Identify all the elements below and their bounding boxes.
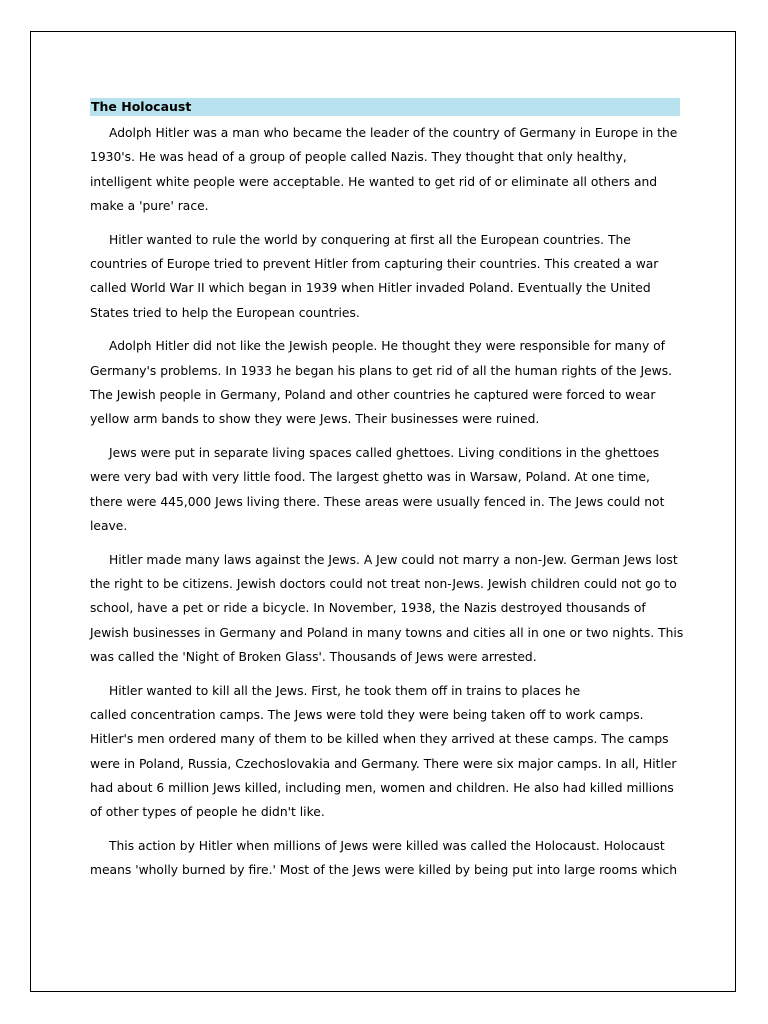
paragraph-line: The Jewish people in Germany, Poland and other countries he captured were forced to wear: [90, 387, 656, 402]
paragraph-line: Hitler's men ordered many of them to be killed when they arrived at these camps. The camps: [90, 732, 669, 747]
paragraph-line: had about 6 million Jews killed, including men, women and children. He also had killed millions: [90, 780, 674, 795]
document-page: [30, 31, 736, 992]
paragraph-line: Adolph Hitler was a man who became the leader of the country of Germany in Europe in the: [109, 126, 678, 140]
paragraph: [90, 121, 680, 218]
paragraph-line: school, have a pet or ride a bicycle. In November, 1938, the Nazis destroyed thousands of: [90, 601, 646, 616]
paragraph-line: Germany's problems. In 1933 he began his plans to get rid of all the human rights of the Jews.: [90, 363, 673, 378]
paragraph-line: the right to be citizens. Jewish doctors could not treat non-Jews. Jewish children could not go to: [90, 577, 677, 592]
paragraph-line: leave.: [90, 518, 128, 533]
paragraph-line: Hitler wanted to kill all the Jews. First, he took them off in trains to places he: [109, 683, 581, 698]
document-body: [90, 98, 684, 892]
paragraph: [90, 679, 680, 825]
paragraph-line: intelligent white people were acceptable. He wanted to get rid of or eliminate all others and: [90, 174, 658, 189]
paragraph: [90, 228, 680, 325]
paragraph-line: of other types of people he didn't like.: [90, 805, 325, 820]
paragraph-line: countries of Europe tried to prevent Hitler from capturing their countries. This created a war: [90, 256, 659, 271]
paragraph-line: there were 445,000 Jews living there. These areas were usually fenced in. The Jews could not: [90, 494, 665, 509]
paragraph-line: Jewish businesses in Germany and Poland in many towns and cities all in one or two nights. This: [90, 625, 684, 640]
paragraph-line: Hitler made many laws against the Jews. A Jew could not marry a non-Jew. German Jews lost: [109, 552, 678, 567]
paragraph-line: This action by Hitler when millions of Jews were killed was called the Holocaust. Holocaust: [109, 839, 665, 854]
paragraph-line: called concentration camps. The Jews were told they were being taken off to work camps.: [90, 708, 644, 723]
paragraph-line: called World War II which began in 1939 when Hitler invaded Poland. Eventually the United: [90, 281, 651, 296]
paragraph: [90, 334, 680, 431]
paragraph-line: make a 'pure' race.: [90, 198, 209, 213]
paragraph-line: was called the 'Night of Broken Glass'. Thousands of Jews were arrested.: [90, 649, 537, 664]
paragraph: [90, 548, 684, 669]
paragraph-line: Hitler wanted to rule the world by conquering at first all the European countries. The: [109, 232, 631, 247]
document-title: The Holocaust: [90, 98, 680, 116]
paragraph: [90, 834, 680, 883]
paragraph-line: Jews were put in separate living spaces called ghettoes. Living conditions in the ghettoes: [109, 446, 660, 461]
paragraph-line: were in Poland, Russia, Czechoslovakia and Germany. There were six major camps. In all, Hitler: [90, 756, 677, 771]
paragraph-line: Adolph Hitler did not like the Jewish people. He thought they were responsible for many of: [109, 339, 666, 354]
paragraph-line: means 'wholly burned by fire.' Most of the Jews were killed by being put into large rooms which: [90, 863, 678, 878]
paragraph-line: yellow arm bands to show they were Jews. Their businesses were ruined.: [90, 412, 540, 427]
paragraph-line: 1930's. He was head of a group of people called Nazis. They thought that only healthy,: [90, 150, 627, 165]
paragraph-line: were very bad with very little food. The largest ghetto was in Warsaw, Poland. At one time,: [90, 470, 650, 485]
paragraph: [90, 441, 680, 538]
paragraph-line: States tried to help the European countries.: [90, 305, 360, 320]
